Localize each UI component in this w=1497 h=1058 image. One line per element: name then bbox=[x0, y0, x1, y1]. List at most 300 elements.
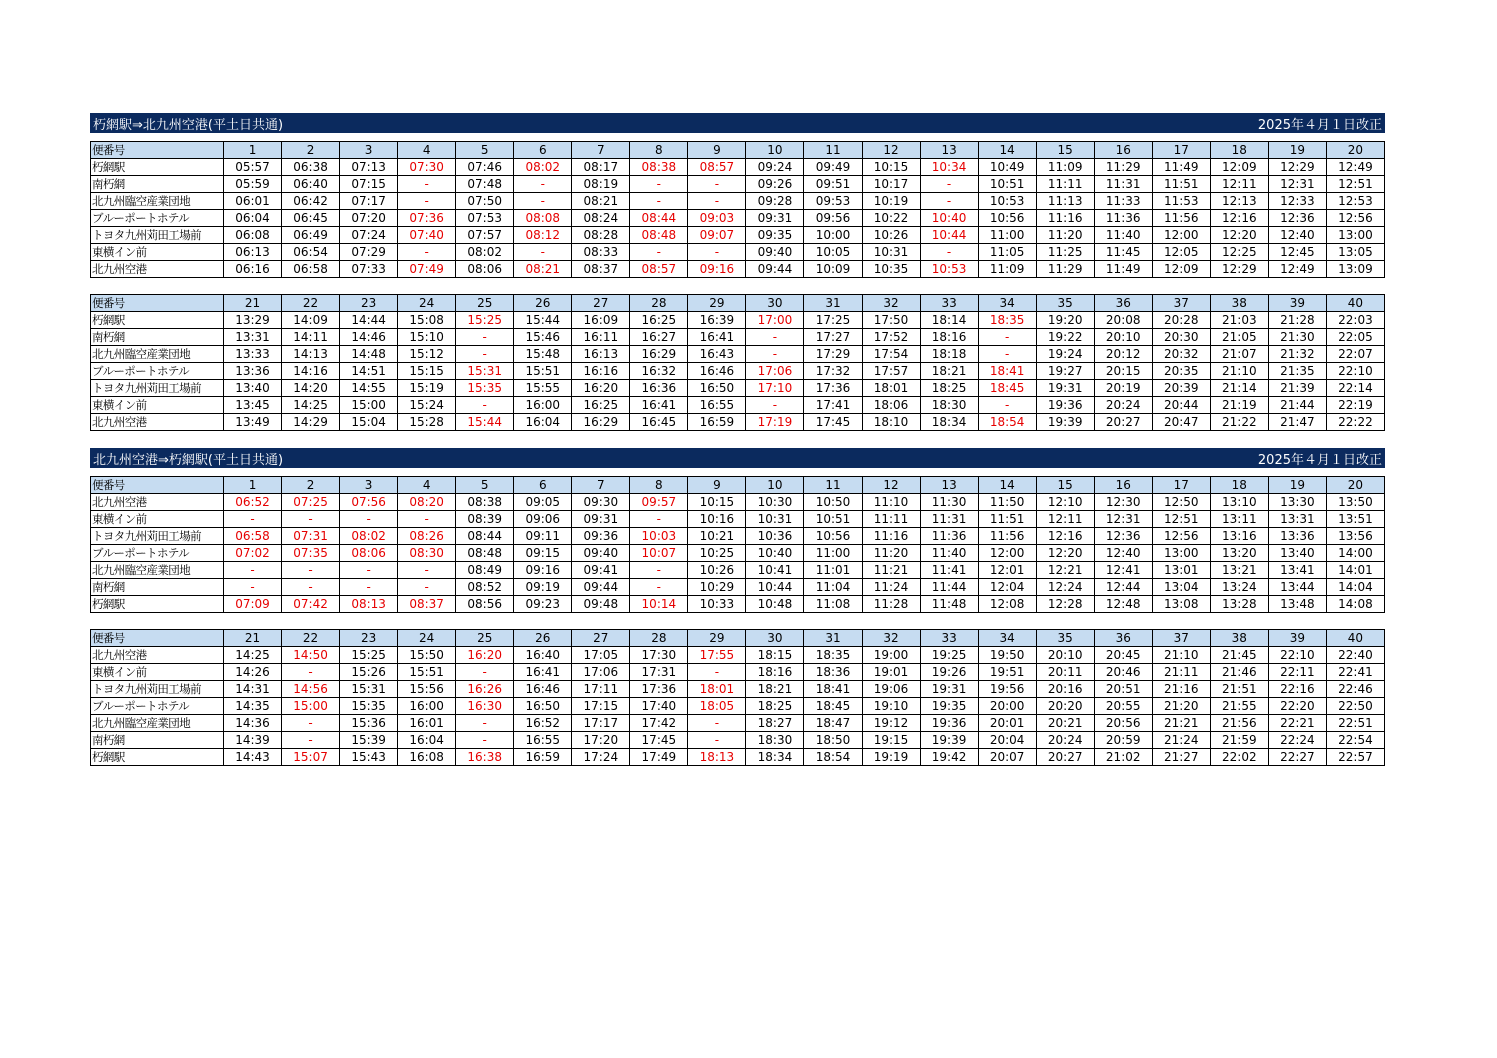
departure-time: 11:49 bbox=[1152, 159, 1210, 176]
departure-time: 06:38 bbox=[282, 159, 340, 176]
departure-time: 15:00 bbox=[282, 698, 340, 715]
station-name: 北九州臨空産業団地 bbox=[91, 715, 224, 732]
departure-time: - bbox=[398, 579, 456, 596]
departure-time: 14:35 bbox=[224, 698, 282, 715]
departure-time: 22:07 bbox=[1326, 346, 1384, 363]
departure-time: 06:58 bbox=[282, 261, 340, 278]
station-row bbox=[91, 227, 1385, 244]
departure-time: - bbox=[978, 346, 1036, 363]
trip-number: 28 bbox=[630, 630, 688, 647]
departure-time: 22:51 bbox=[1326, 715, 1384, 732]
departure-time: 13:33 bbox=[224, 346, 282, 363]
departure-time: - bbox=[746, 329, 804, 346]
departure-time: 11:28 bbox=[862, 596, 920, 613]
trip-number: 26 bbox=[514, 630, 572, 647]
departure-time: 09:19 bbox=[514, 579, 572, 596]
departure-time: 21:39 bbox=[1268, 380, 1326, 397]
departure-time: 14:51 bbox=[340, 363, 398, 380]
station-name: 朽網駅 bbox=[91, 312, 224, 329]
departure-time: 11:00 bbox=[978, 227, 1036, 244]
trip-number: 28 bbox=[630, 295, 688, 312]
trip-number: 4 bbox=[398, 477, 456, 494]
departure-time: - bbox=[688, 244, 746, 261]
departure-time: 09:49 bbox=[804, 159, 862, 176]
departure-time: - bbox=[456, 397, 514, 414]
station-row bbox=[91, 380, 1385, 397]
timetable-block bbox=[90, 629, 1385, 766]
section-title: 朽網駅⇒北九州空港(平土日共通) bbox=[93, 117, 284, 133]
trip-number: 6 bbox=[514, 142, 572, 159]
trip-number: 30 bbox=[746, 295, 804, 312]
trip-number: 34 bbox=[978, 630, 1036, 647]
departure-time: 18:54 bbox=[978, 414, 1036, 431]
departure-time: - bbox=[282, 732, 340, 749]
trip-number: 34 bbox=[978, 295, 1036, 312]
departure-time: 09:15 bbox=[514, 545, 572, 562]
departure-time: 18:45 bbox=[978, 380, 1036, 397]
header-label: 便番号 bbox=[91, 295, 224, 312]
station-name: 朽網駅 bbox=[91, 596, 224, 613]
trip-number: 1 bbox=[224, 142, 282, 159]
departure-time: 12:11 bbox=[1036, 511, 1094, 528]
station-name: 北九州空港 bbox=[91, 414, 224, 431]
departure-time: 08:57 bbox=[688, 159, 746, 176]
departure-time: 21:14 bbox=[1210, 380, 1268, 397]
departure-time: 21:22 bbox=[1210, 414, 1268, 431]
departure-time: - bbox=[282, 511, 340, 528]
station-name: 南朽網 bbox=[91, 579, 224, 596]
departure-time: 14:00 bbox=[1326, 545, 1384, 562]
departure-time: 18:15 bbox=[746, 647, 804, 664]
station-name: 北九州空港 bbox=[91, 261, 224, 278]
departure-time: 19:27 bbox=[1036, 363, 1094, 380]
station-row bbox=[91, 664, 1385, 681]
trip-number: 27 bbox=[572, 295, 630, 312]
departure-time: 07:31 bbox=[282, 528, 340, 545]
departure-time: 17:17 bbox=[572, 715, 630, 732]
trip-number: 20 bbox=[1326, 477, 1384, 494]
departure-time: 15:26 bbox=[340, 664, 398, 681]
departure-time: 12:53 bbox=[1326, 193, 1384, 210]
departure-time: 21:11 bbox=[1152, 664, 1210, 681]
departure-time: - bbox=[224, 579, 282, 596]
section-title: 北九州空港⇒朽網駅(平土日共通) bbox=[93, 452, 284, 468]
departure-time: 06:16 bbox=[224, 261, 282, 278]
departure-time: 14:26 bbox=[224, 664, 282, 681]
departure-time: 11:40 bbox=[1094, 227, 1152, 244]
departure-time: 19:42 bbox=[920, 749, 978, 766]
departure-time: 22:10 bbox=[1326, 363, 1384, 380]
departure-time: 10:17 bbox=[862, 176, 920, 193]
departure-time: 15:15 bbox=[398, 363, 456, 380]
departure-time: 10:44 bbox=[920, 227, 978, 244]
departure-time: - bbox=[920, 176, 978, 193]
departure-time: 14:31 bbox=[224, 681, 282, 698]
station-name: 北九州臨空産業団地 bbox=[91, 193, 224, 210]
trip-number: 14 bbox=[978, 477, 1036, 494]
departure-time: 19:39 bbox=[1036, 414, 1094, 431]
revision-date: 2025年４月１日改正 bbox=[1257, 117, 1382, 133]
departure-time: 20:08 bbox=[1094, 312, 1152, 329]
departure-time: 10:41 bbox=[746, 562, 804, 579]
departure-time: 16:25 bbox=[630, 312, 688, 329]
departure-time: 18:01 bbox=[688, 681, 746, 698]
departure-time: 10:56 bbox=[804, 528, 862, 545]
departure-time: 06:42 bbox=[282, 193, 340, 210]
departure-time: 08:17 bbox=[572, 159, 630, 176]
departure-time: 09:28 bbox=[746, 193, 804, 210]
departure-time: 22:46 bbox=[1326, 681, 1384, 698]
departure-time: 10:30 bbox=[746, 494, 804, 511]
departure-time: 21:07 bbox=[1210, 346, 1268, 363]
departure-time: 18:30 bbox=[920, 397, 978, 414]
departure-time: - bbox=[688, 176, 746, 193]
departure-time: - bbox=[514, 244, 572, 261]
departure-time: 08:48 bbox=[630, 227, 688, 244]
station-row bbox=[91, 749, 1385, 766]
departure-time: 09:36 bbox=[572, 528, 630, 545]
departure-time: 20:01 bbox=[978, 715, 1036, 732]
trip-number: 32 bbox=[862, 295, 920, 312]
departure-time: 12:10 bbox=[1036, 494, 1094, 511]
departure-time: 12:24 bbox=[1036, 579, 1094, 596]
departure-time: 15:07 bbox=[282, 749, 340, 766]
trip-number: 21 bbox=[224, 630, 282, 647]
trip-number: 38 bbox=[1210, 630, 1268, 647]
station-name: トヨタ九州苅田工場前 bbox=[91, 528, 224, 545]
departure-time: 16:41 bbox=[514, 664, 572, 681]
trip-number: 35 bbox=[1036, 630, 1094, 647]
trip-number: 24 bbox=[398, 295, 456, 312]
departure-time: 18:16 bbox=[920, 329, 978, 346]
station-name: 南朽網 bbox=[91, 329, 224, 346]
departure-time: 13:40 bbox=[1268, 545, 1326, 562]
station-row bbox=[91, 397, 1385, 414]
station-row bbox=[91, 346, 1385, 363]
departure-time: 18:05 bbox=[688, 698, 746, 715]
departure-time: - bbox=[630, 176, 688, 193]
departure-time: 16:00 bbox=[514, 397, 572, 414]
trip-number: 31 bbox=[804, 295, 862, 312]
departure-time: 07:13 bbox=[340, 159, 398, 176]
departure-time: 17:40 bbox=[630, 698, 688, 715]
departure-time: 13:49 bbox=[224, 414, 282, 431]
trip-number: 19 bbox=[1268, 477, 1326, 494]
departure-time: 15:51 bbox=[398, 664, 456, 681]
departure-time: 07:49 bbox=[398, 261, 456, 278]
departure-time: 21:28 bbox=[1268, 312, 1326, 329]
departure-time: 09:06 bbox=[514, 511, 572, 528]
station-name: 東横イン前 bbox=[91, 511, 224, 528]
departure-time: - bbox=[398, 511, 456, 528]
departure-time: - bbox=[340, 579, 398, 596]
trip-number: 5 bbox=[456, 477, 514, 494]
departure-time: 12:28 bbox=[1036, 596, 1094, 613]
departure-time: 20:24 bbox=[1036, 732, 1094, 749]
trip-number: 3 bbox=[340, 477, 398, 494]
departure-time: 12:11 bbox=[1210, 176, 1268, 193]
departure-time: 16:30 bbox=[456, 698, 514, 715]
departure-time: 06:45 bbox=[282, 210, 340, 227]
departure-time: 19:24 bbox=[1036, 346, 1094, 363]
station-row bbox=[91, 494, 1385, 511]
departure-time: - bbox=[398, 176, 456, 193]
departure-time: 14:29 bbox=[282, 414, 340, 431]
departure-time: 13:05 bbox=[1326, 244, 1384, 261]
departure-time: 15:44 bbox=[514, 312, 572, 329]
station-row bbox=[91, 312, 1385, 329]
departure-time: 08:21 bbox=[572, 193, 630, 210]
departure-time: 18:25 bbox=[920, 380, 978, 397]
trip-number: 30 bbox=[746, 630, 804, 647]
departure-time: 12:16 bbox=[1036, 528, 1094, 545]
station-row bbox=[91, 715, 1385, 732]
departure-time: 16:20 bbox=[456, 647, 514, 664]
departure-time: 12:04 bbox=[978, 579, 1036, 596]
departure-time: 11:51 bbox=[1152, 176, 1210, 193]
trip-number: 39 bbox=[1268, 295, 1326, 312]
departure-time: 11:33 bbox=[1094, 193, 1152, 210]
departure-time: 22:10 bbox=[1268, 647, 1326, 664]
departure-time: 10:21 bbox=[688, 528, 746, 545]
departure-time: 21:19 bbox=[1210, 397, 1268, 414]
trip-number: 16 bbox=[1094, 477, 1152, 494]
departure-time: 20:28 bbox=[1152, 312, 1210, 329]
departure-time: 16:09 bbox=[572, 312, 630, 329]
trip-number: 25 bbox=[456, 295, 514, 312]
departure-time: 08:02 bbox=[514, 159, 572, 176]
departure-time: 10:07 bbox=[630, 545, 688, 562]
departure-time: 21:20 bbox=[1152, 698, 1210, 715]
departure-time: 10:05 bbox=[804, 244, 862, 261]
departure-time: 09:53 bbox=[804, 193, 862, 210]
station-name: 南朽網 bbox=[91, 732, 224, 749]
departure-time: 13:00 bbox=[1152, 545, 1210, 562]
departure-time: - bbox=[630, 579, 688, 596]
departure-time: 20:10 bbox=[1036, 647, 1094, 664]
departure-time: 14:16 bbox=[282, 363, 340, 380]
departure-time: 08:20 bbox=[398, 494, 456, 511]
departure-time: - bbox=[746, 397, 804, 414]
station-row bbox=[91, 511, 1385, 528]
departure-time: 11:01 bbox=[804, 562, 862, 579]
station-row bbox=[91, 579, 1385, 596]
departure-time: 16:13 bbox=[572, 346, 630, 363]
departure-time: 16:59 bbox=[514, 749, 572, 766]
departure-time: 10:36 bbox=[746, 528, 804, 545]
departure-time: 21:10 bbox=[1152, 647, 1210, 664]
trip-number-header-row bbox=[91, 477, 1385, 494]
departure-time: 14:09 bbox=[282, 312, 340, 329]
departure-time: 22:54 bbox=[1326, 732, 1384, 749]
departure-time: 11:51 bbox=[978, 511, 1036, 528]
departure-time: 19:35 bbox=[920, 698, 978, 715]
departure-time: 12:45 bbox=[1268, 244, 1326, 261]
station-name: 北九州臨空産業団地 bbox=[91, 562, 224, 579]
departure-time: 18:18 bbox=[920, 346, 978, 363]
departure-time: 12:41 bbox=[1094, 562, 1152, 579]
departure-time: 07:09 bbox=[224, 596, 282, 613]
departure-time: - bbox=[978, 329, 1036, 346]
trip-number: 12 bbox=[862, 477, 920, 494]
departure-time: 19:06 bbox=[862, 681, 920, 698]
station-name: 東横イン前 bbox=[91, 397, 224, 414]
departure-time: 15:46 bbox=[514, 329, 572, 346]
header-label: 便番号 bbox=[91, 630, 224, 647]
departure-time: 09:41 bbox=[572, 562, 630, 579]
trip-number: 32 bbox=[862, 630, 920, 647]
station-row bbox=[91, 647, 1385, 664]
trip-number: 37 bbox=[1152, 630, 1210, 647]
departure-time: 07:50 bbox=[456, 193, 514, 210]
departure-time: 15:35 bbox=[340, 698, 398, 715]
departure-time: 18:47 bbox=[804, 715, 862, 732]
station-name: 北九州臨空産業団地 bbox=[91, 346, 224, 363]
departure-time: 13:28 bbox=[1210, 596, 1268, 613]
departure-time: 20:11 bbox=[1036, 664, 1094, 681]
station-row bbox=[91, 596, 1385, 613]
departure-time: 10:50 bbox=[804, 494, 862, 511]
departure-time: 14:20 bbox=[282, 380, 340, 397]
departure-time: 07:40 bbox=[398, 227, 456, 244]
departure-time: 07:29 bbox=[340, 244, 398, 261]
departure-time: 17:45 bbox=[804, 414, 862, 431]
departure-time: 18:27 bbox=[746, 715, 804, 732]
departure-time: 10:09 bbox=[804, 261, 862, 278]
departure-time: 11:11 bbox=[1036, 176, 1094, 193]
departure-time: 18:54 bbox=[804, 749, 862, 766]
station-name: ブルーポートホテル bbox=[91, 545, 224, 562]
departure-time: 20:35 bbox=[1152, 363, 1210, 380]
departure-time: 16:08 bbox=[398, 749, 456, 766]
departure-time: 16:36 bbox=[630, 380, 688, 397]
departure-time: 18:01 bbox=[862, 380, 920, 397]
departure-time: 05:57 bbox=[224, 159, 282, 176]
station-name: ブルーポートホテル bbox=[91, 698, 224, 715]
departure-time: 16:55 bbox=[514, 732, 572, 749]
departure-time: 10:40 bbox=[920, 210, 978, 227]
departure-time: 13:50 bbox=[1326, 494, 1384, 511]
departure-time: 21:32 bbox=[1268, 346, 1326, 363]
departure-time: 22:19 bbox=[1326, 397, 1384, 414]
departure-time: 15:43 bbox=[340, 749, 398, 766]
trip-number: 26 bbox=[514, 295, 572, 312]
departure-time: 11:04 bbox=[804, 579, 862, 596]
departure-time: 12:51 bbox=[1152, 511, 1210, 528]
departure-time: 08:38 bbox=[630, 159, 688, 176]
trip-number: 5 bbox=[456, 142, 514, 159]
trip-number: 2 bbox=[282, 477, 340, 494]
departure-time: - bbox=[514, 193, 572, 210]
departure-time: 17:27 bbox=[804, 329, 862, 346]
trip-number: 27 bbox=[572, 630, 630, 647]
departure-time: 06:04 bbox=[224, 210, 282, 227]
departure-time: 14:43 bbox=[224, 749, 282, 766]
departure-time: 12:56 bbox=[1326, 210, 1384, 227]
departure-time: 20:24 bbox=[1094, 397, 1152, 414]
departure-time: 17:50 bbox=[862, 312, 920, 329]
departure-time: 20:44 bbox=[1152, 397, 1210, 414]
departure-time: 20:27 bbox=[1036, 749, 1094, 766]
trip-number: 4 bbox=[398, 142, 456, 159]
departure-time: 10:49 bbox=[978, 159, 1036, 176]
departure-time: - bbox=[456, 732, 514, 749]
departure-time: 10:26 bbox=[688, 562, 746, 579]
timetable-block bbox=[90, 141, 1385, 278]
trip-number: 6 bbox=[514, 477, 572, 494]
departure-time: - bbox=[746, 346, 804, 363]
departure-time: - bbox=[630, 193, 688, 210]
departure-time: 11:50 bbox=[978, 494, 1036, 511]
departure-time: 15:51 bbox=[514, 363, 572, 380]
departure-time: 20:59 bbox=[1094, 732, 1152, 749]
departure-time: 16:01 bbox=[398, 715, 456, 732]
departure-time: 15:10 bbox=[398, 329, 456, 346]
departure-time: 11:44 bbox=[920, 579, 978, 596]
departure-time: 12:33 bbox=[1268, 193, 1326, 210]
departure-time: 20:56 bbox=[1094, 715, 1152, 732]
departure-time: 11:13 bbox=[1036, 193, 1094, 210]
departure-time: 07:25 bbox=[282, 494, 340, 511]
trip-number: 31 bbox=[804, 630, 862, 647]
departure-time: 09:11 bbox=[514, 528, 572, 545]
departure-time: 12:36 bbox=[1268, 210, 1326, 227]
trip-number: 13 bbox=[920, 477, 978, 494]
departure-time: 13:09 bbox=[1326, 261, 1384, 278]
station-name: 朽網駅 bbox=[91, 749, 224, 766]
departure-time: 13:31 bbox=[1268, 511, 1326, 528]
departure-time: 18:45 bbox=[804, 698, 862, 715]
departure-time: 10:33 bbox=[688, 596, 746, 613]
departure-time: 16:40 bbox=[514, 647, 572, 664]
departure-time: 15:36 bbox=[340, 715, 398, 732]
departure-time: 18:13 bbox=[688, 749, 746, 766]
departure-time: 21:47 bbox=[1268, 414, 1326, 431]
departure-time: 20:30 bbox=[1152, 329, 1210, 346]
departure-time: 08:06 bbox=[340, 545, 398, 562]
departure-time: 17:55 bbox=[688, 647, 746, 664]
departure-time: 20:04 bbox=[978, 732, 1036, 749]
departure-time: 14:36 bbox=[224, 715, 282, 732]
departure-time: 07:30 bbox=[398, 159, 456, 176]
departure-time: 17:00 bbox=[746, 312, 804, 329]
trip-number: 2 bbox=[282, 142, 340, 159]
departure-time: 19:36 bbox=[1036, 397, 1094, 414]
departure-time: 11:20 bbox=[862, 545, 920, 562]
departure-time: 18:21 bbox=[746, 681, 804, 698]
departure-time: 10:15 bbox=[688, 494, 746, 511]
departure-time: 11:49 bbox=[1094, 261, 1152, 278]
departure-time: - bbox=[456, 715, 514, 732]
departure-time: 17:20 bbox=[572, 732, 630, 749]
departure-time: 17:42 bbox=[630, 715, 688, 732]
departure-time: 06:49 bbox=[282, 227, 340, 244]
departure-time: - bbox=[456, 664, 514, 681]
timetable-block bbox=[90, 294, 1385, 431]
departure-time: 20:46 bbox=[1094, 664, 1152, 681]
departure-time: 10:40 bbox=[746, 545, 804, 562]
departure-time: 18:06 bbox=[862, 397, 920, 414]
departure-time: 15:08 bbox=[398, 312, 456, 329]
departure-time: 16:00 bbox=[398, 698, 456, 715]
station-name: ブルーポートホテル bbox=[91, 210, 224, 227]
departure-time: 14:39 bbox=[224, 732, 282, 749]
departure-time: 18:35 bbox=[804, 647, 862, 664]
departure-time: 13:29 bbox=[224, 312, 282, 329]
departure-time: 15:31 bbox=[456, 363, 514, 380]
departure-time: 20:21 bbox=[1036, 715, 1094, 732]
departure-time: 11:29 bbox=[1036, 261, 1094, 278]
